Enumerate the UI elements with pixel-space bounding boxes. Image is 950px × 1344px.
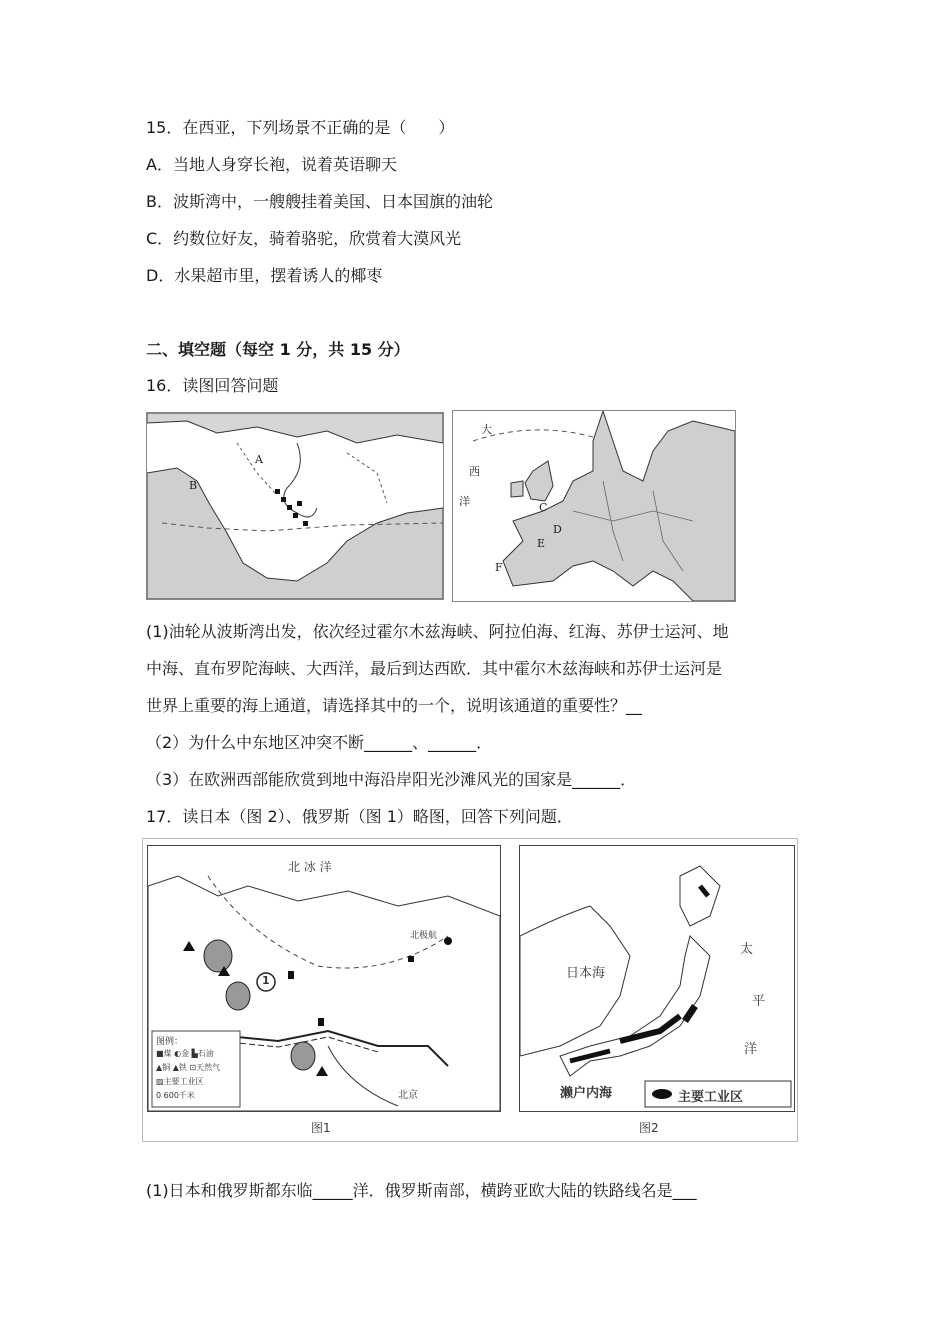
europe-ocean-char-3: 洋 [459,495,470,508]
russia-ocean-label: 北 冰 洋 [288,860,332,874]
q17-part1: (1)日本和俄罗斯都东临_____洋．俄罗斯南部，横跨亚欧大陆的铁路线名是___ [146,1181,697,1200]
russia-legend-item: 0 600千米 [156,1091,195,1100]
map-label-b: B [189,479,198,492]
q17-stem: 17．读日本（图 2）、俄罗斯（图 1）略图，回答下列问题． [146,807,573,826]
europe-ocean-char-2: 西 [469,465,480,478]
map-japan [519,845,795,1112]
seto-inland-sea-label: 濑户内海 [560,1086,613,1101]
europe-label-d: D [553,523,562,536]
fig2-caption: 图2 [639,1121,659,1135]
pacific-char-2: 平 [752,994,766,1009]
q16-part1-line2: 中海、直布罗陀海峡、大西洋，最后到达西欧．其中霍尔木兹海峡和苏伊士运河是 [146,659,723,678]
map-russia [147,845,501,1112]
europe-label-c: C [539,501,548,514]
q16-stem: 16．读图回答问题 [146,376,279,395]
q15-stem: 15．在西亚，下列场景不正确的是（ ） [146,118,455,137]
q15-option-a: A．当地人身穿长袍，说着英语聊天 [146,155,397,174]
map-middle-east [146,412,444,600]
russia-legend-item: ▲铜 ▲铁 ⊡天然气 [156,1063,221,1072]
section-heading: 二、填空题（每空 1 分，共 15 分） [146,340,410,359]
map-europe [452,410,736,602]
russia-city-label: 北京 [398,1090,418,1101]
europe-label-e: E [537,537,546,550]
russia-legend-item: ■煤 ◐金 ▙石油 [156,1049,214,1058]
q15-option-b: B．波斯湾中，一艘艘挂着美国、日本国旗的油轮 [146,192,493,211]
q15-option-d: D．水果超市里，摆着诱人的椰枣 [146,266,383,285]
q15-option-c: C．约数位好友，骑着骆驼，欣赏着大漠风光 [146,229,462,248]
europe-label-f: F [495,561,503,574]
russia-route-label: 北极航 [410,931,438,941]
q16-part1-line1: (1)油轮从波斯湾出发，依次经过霍尔木兹海峡、阿拉伯海、红海、苏伊士运河、地 [146,622,729,641]
europe-ocean-char-1: 大 [481,423,492,436]
q17-figure-panel [142,838,798,1142]
russia-region-number: 1 [262,974,270,987]
map-label-a: A [255,453,263,466]
q16-part3: （3）在欧洲西部能欣赏到地中海沿岸阳光沙滩风光的国家是______． [146,770,637,789]
russia-legend-title: 图例： [156,1037,184,1047]
japan-map-graphic [520,846,794,1111]
q16-part2: （2）为什么中东地区冲突不断______、______． [146,733,493,752]
pacific-char-3: 洋 [744,1042,758,1057]
japan-legend-label: 主要工业区 [678,1090,744,1105]
pacific-char-1: 太 [740,942,754,957]
japan-sea-label: 日本海 [566,966,606,981]
fig1-caption: 图1 [311,1121,331,1135]
middle-east-map-graphic [147,413,443,599]
q16-part1-line3: 世界上重要的海上通道，请选择其中的一个，说明该通道的重要性？__ [146,696,643,715]
russia-legend-item: ▨主要工业区 [156,1077,204,1086]
